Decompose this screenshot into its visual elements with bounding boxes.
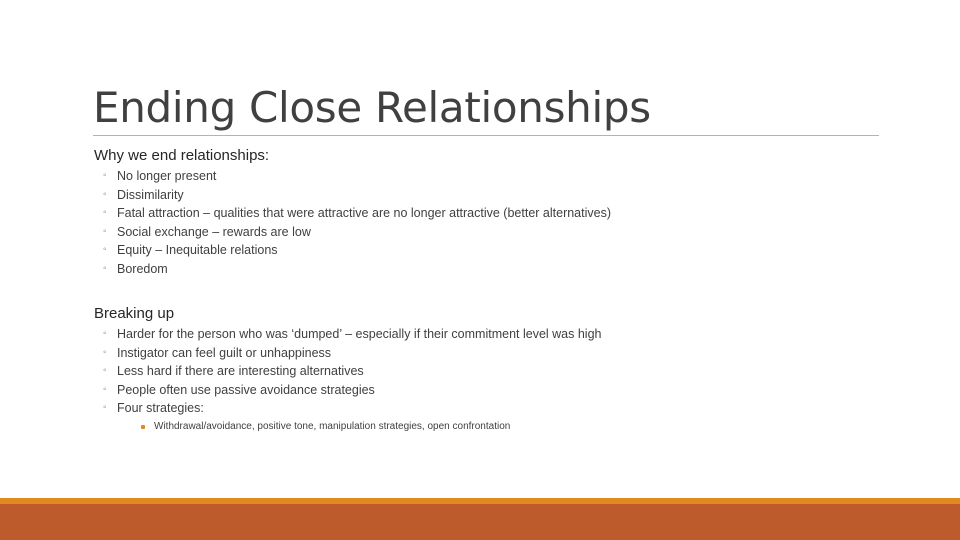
bullet-circle-icon: ◦ [103, 402, 107, 414]
list-item [94, 223, 611, 242]
bullet-circle-icon: ◦ [103, 170, 107, 181]
list-item [94, 167, 611, 186]
bullet-list [94, 167, 611, 279]
bullet-list [94, 325, 601, 434]
bullet-circle-icon: ◦ [103, 225, 107, 237]
list-item-text: No longer present [117, 169, 217, 183]
list-item-text: Fatal attraction – qualities that were attractive are no longer attractive (better alternatives) [117, 206, 611, 221]
footer-bar [0, 504, 960, 540]
bullet-circle-icon: ◦ [103, 244, 107, 256]
bullet-circle-icon: ◦ [103, 365, 107, 377]
bullet-circle-icon: ◦ [103, 188, 107, 200]
bullet-circle-icon: ◦ [103, 383, 107, 395]
section-why-we-end [94, 146, 611, 279]
list-item-text: People often use passive avoidance strategies [117, 382, 375, 397]
list-item-text: Dissimilarity [117, 187, 184, 202]
list-item [94, 260, 611, 279]
slide-title: Ending Close Relationships [93, 83, 651, 132]
bullet-circle-icon: ◦ [103, 207, 107, 219]
list-item-text: Equity – Inequitable relations [117, 243, 278, 258]
section-breaking-up [94, 304, 601, 434]
list-item-text: Instigator can feel guilt or unhappiness [117, 345, 332, 360]
sub-list-item-text: Withdrawal/avoidance, positive tone, manipulation strategies, open confrontation [154, 420, 511, 432]
list-item [94, 399, 601, 434]
list-item [94, 381, 601, 400]
bullet-circle-icon: ◦ [103, 328, 107, 339]
list-item [94, 325, 601, 344]
list-item [94, 186, 611, 205]
section-heading: Breaking up [94, 305, 175, 322]
list-item [94, 241, 611, 260]
list-item [94, 344, 601, 363]
list-item-text: Harder for the person who was ‘dumped’ – especially if their commitment level was high [117, 327, 602, 341]
bullet-circle-icon: ◦ [103, 262, 107, 274]
bullet-square-icon [141, 425, 145, 429]
bullet-circle-icon: ◦ [103, 346, 107, 358]
sub-bullet-list [117, 420, 601, 434]
list-item-text: Boredom [117, 261, 168, 276]
list-item [94, 204, 611, 223]
list-item [94, 362, 601, 381]
list-item-text: Social exchange – rewards are low [117, 224, 311, 239]
list-item-text: Four strategies: [117, 401, 204, 416]
title-divider [93, 135, 879, 136]
section-heading: Why we end relationships: [94, 147, 270, 164]
sub-list-item [117, 420, 601, 434]
list-item-text: Less hard if there are interesting alternatives [117, 364, 364, 379]
